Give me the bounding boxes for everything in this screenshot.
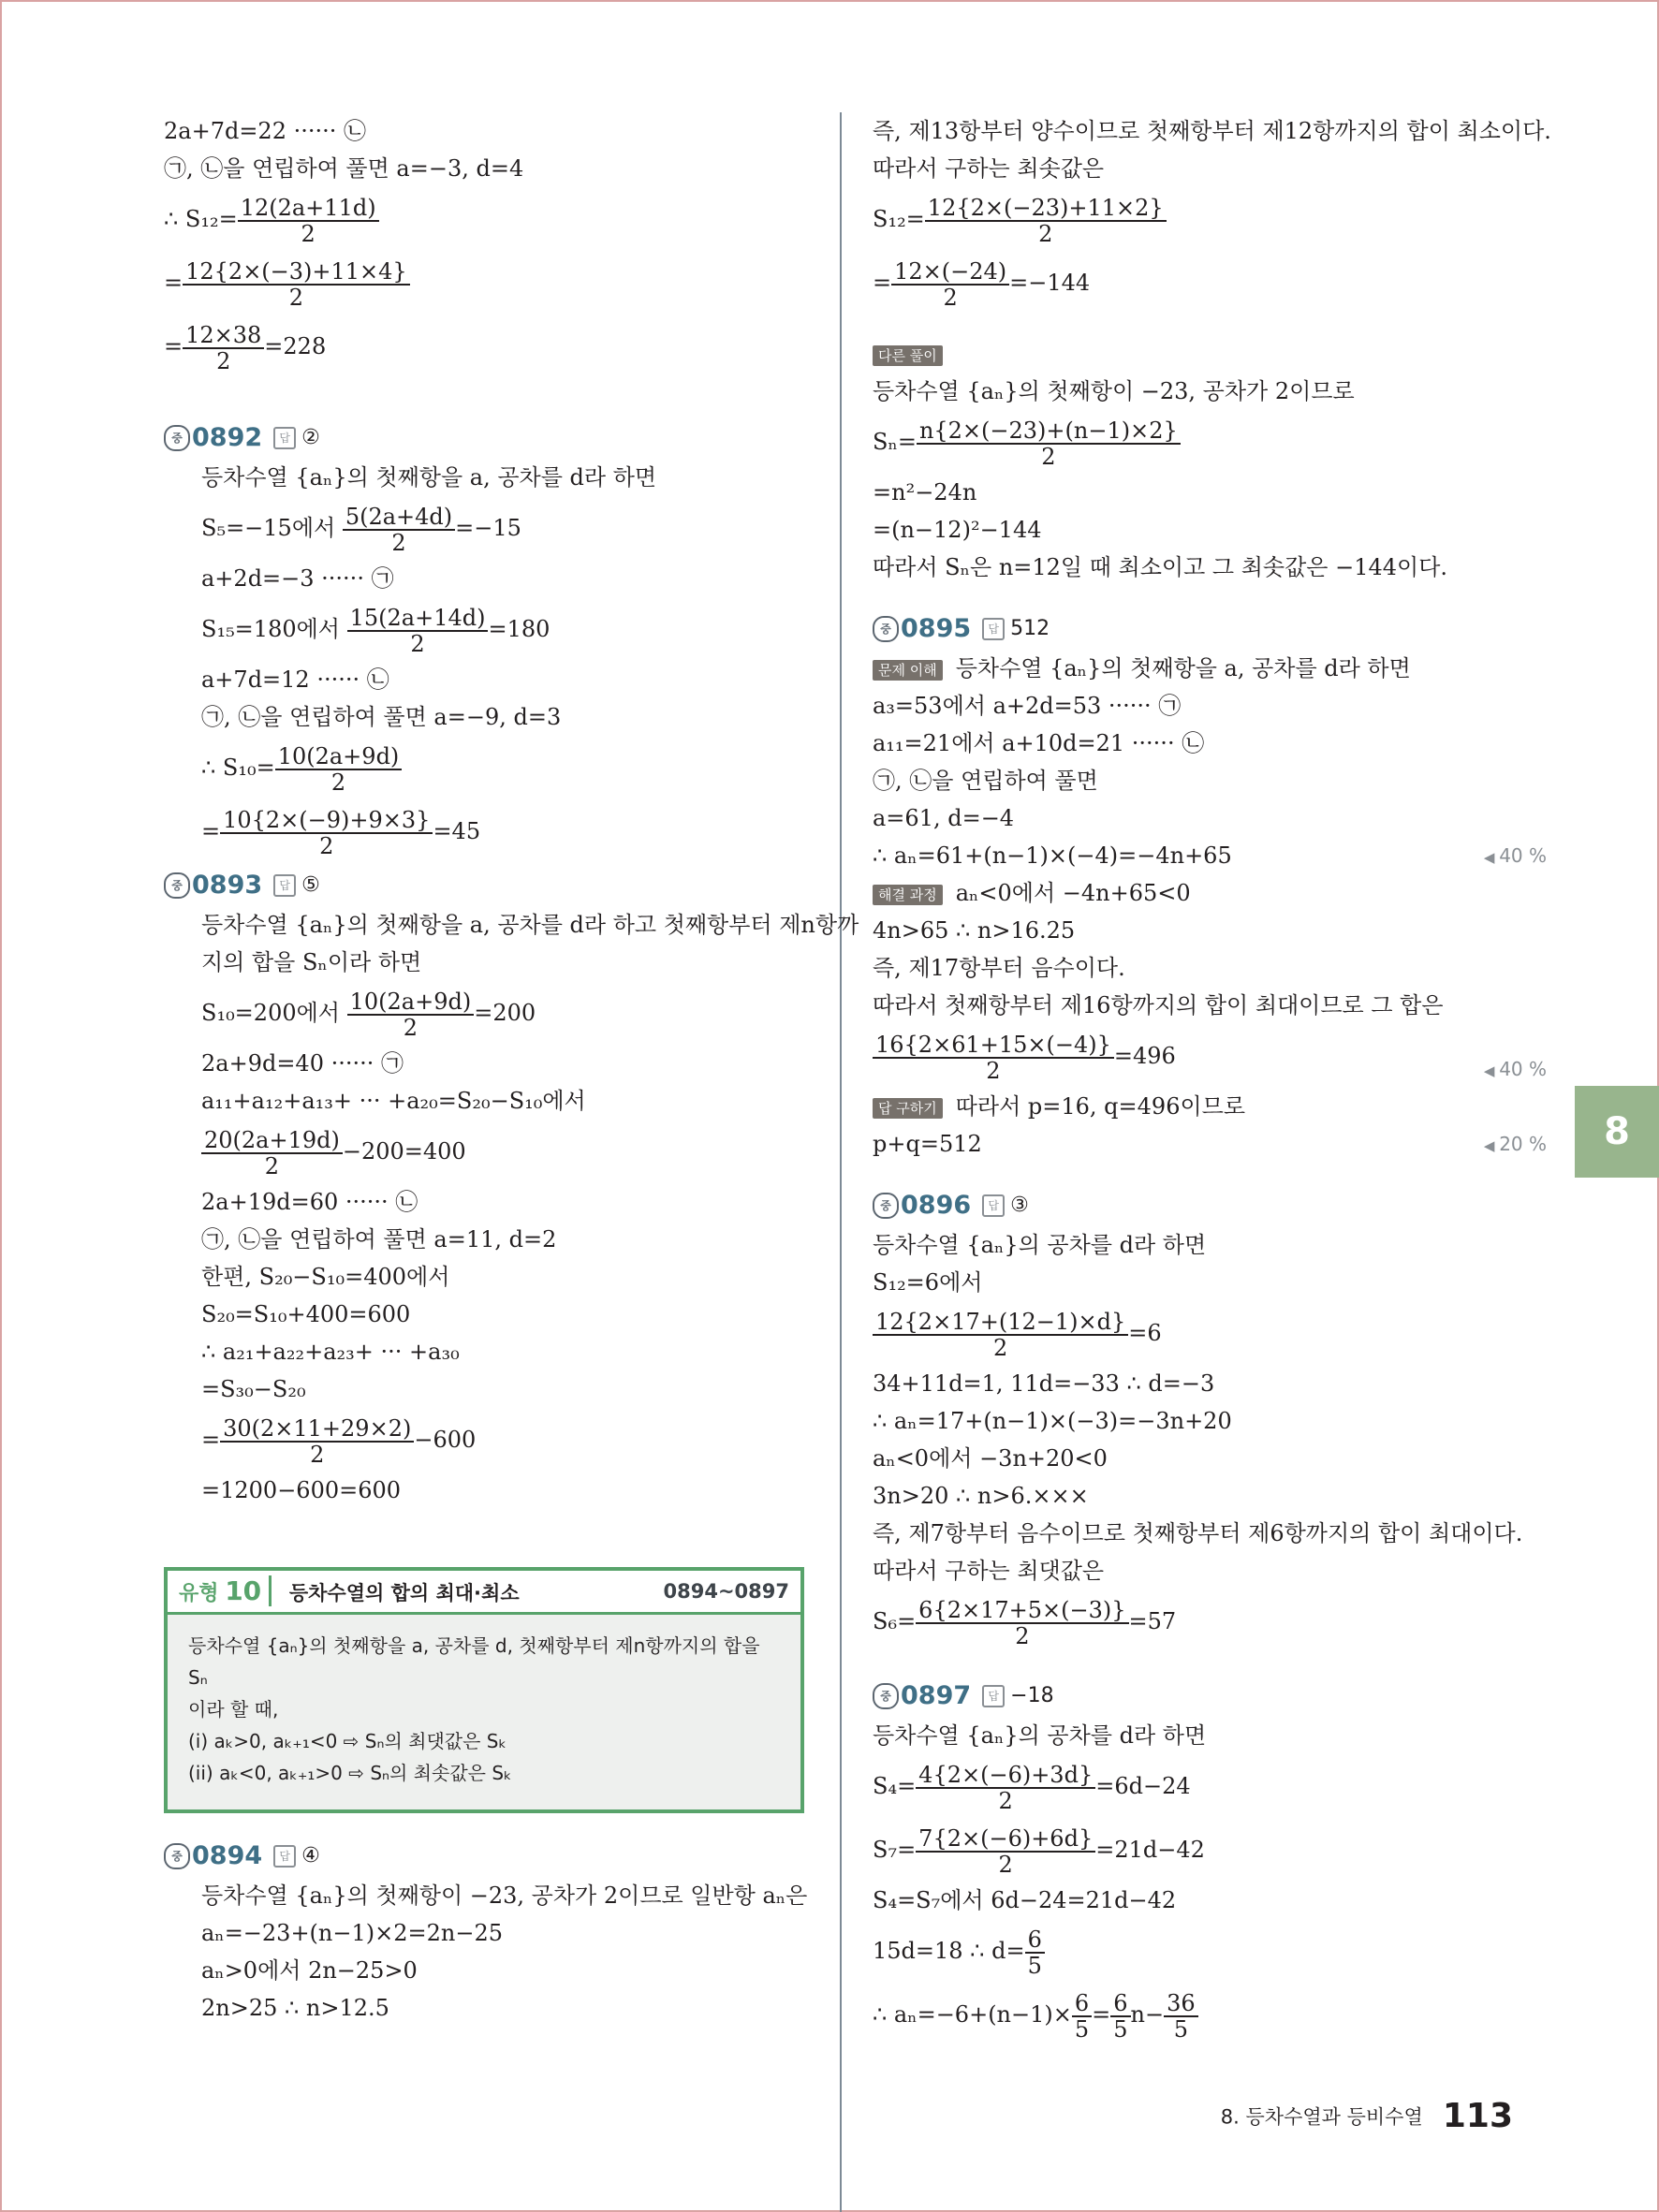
solution-line	[164, 315, 810, 378]
fraction-numerator: 10(2a+9d)	[275, 744, 403, 770]
solution-text: aₙ<0에서 −4n+65<0	[955, 880, 1191, 906]
fraction-numerator: 6{2×17+5×(−3)}	[916, 1598, 1128, 1624]
fraction-denominator: 5	[1113, 2015, 1128, 2043]
solution-line	[873, 874, 1528, 912]
solution-0891-continued	[164, 112, 810, 378]
expression-suffix: n−	[1130, 2001, 1165, 2028]
expression-suffix: =−15	[455, 515, 521, 541]
fraction-numerator: 6	[1072, 1991, 1092, 2017]
expression-suffix: −600	[414, 1427, 477, 1453]
solution-line: a₁₁=21에서 a+10d=21 ······ ㉡	[873, 730, 1205, 756]
solution-line	[873, 1088, 1528, 1125]
solution-line: a₃=53에서 a+2d=53 ······ ㉠	[873, 693, 1182, 719]
fraction-denominator: 5	[1027, 1952, 1042, 1979]
solution-line: 등차수열 {aₙ}의 공차를 d라 하면	[873, 1722, 1207, 1749]
type-box-line: 등차수열 {aₙ}의 첫째항을 a, 공차를 d, 첫째항부터 제n항까지의 합을 Sₙ	[188, 1634, 760, 1689]
fraction-numerator: 10(2a+9d)	[347, 989, 475, 1016]
expression-suffix: =200	[474, 1000, 536, 1026]
solution-line: 2a+9d=40 ······ ㉠	[201, 1050, 404, 1077]
problem-0892-header	[164, 416, 810, 459]
fraction	[347, 606, 489, 656]
solution-line: aₙ>0에서 2n−25>0	[201, 1957, 418, 1984]
expression-suffix: =57	[1128, 1608, 1177, 1634]
fraction	[873, 1033, 1114, 1083]
problem-number: 0897	[901, 1681, 972, 1710]
expression-prefix: S₅=−15에서	[201, 515, 343, 541]
expression-suffix: =180	[488, 616, 551, 642]
alt-solution	[873, 373, 1528, 586]
difficulty-badge: 중	[164, 425, 190, 451]
solution-line	[164, 187, 810, 251]
expression-middle: =	[1092, 2001, 1111, 2028]
difficulty-badge: 중	[873, 1193, 899, 1219]
problem-0893-header	[164, 863, 810, 906]
fraction	[891, 259, 1009, 310]
solution-0894-continued	[873, 112, 1551, 315]
fraction-denominator: 5	[1074, 2015, 1090, 2043]
solution-line	[164, 496, 810, 560]
expression-prefix: Sₙ=	[873, 429, 917, 455]
fraction-denominator: 2	[1041, 443, 1056, 470]
fraction-numerator: 12×38	[183, 323, 264, 349]
fraction	[916, 1763, 1095, 1813]
problem-0895-header	[873, 607, 1528, 650]
fraction-numerator: n{2×(−23)+(n−1)×2}	[917, 418, 1181, 445]
grading-step-tag: 답 구하기	[873, 1098, 943, 1119]
fraction-numerator: 6	[1110, 1991, 1130, 2017]
solution-line	[164, 597, 810, 661]
answer-label: 답	[273, 1845, 296, 1868]
page-number: 113	[1442, 2097, 1513, 2135]
fraction-denominator: 2	[301, 220, 316, 247]
solution-line: S₄=S₇에서 6d−24=21d−42	[873, 1887, 1177, 1913]
solution-line: ∴ a₂₁+a₂₂+a₂₃+ ··· +a₃₀	[201, 1339, 460, 1365]
type-range: 0894~0897	[663, 1580, 789, 1603]
fraction-denominator: 2	[319, 832, 334, 859]
difficulty-badge: 중	[164, 872, 190, 899]
fraction	[238, 196, 379, 246]
type-label: 유형	[179, 1582, 219, 1605]
fraction-denominator: 2	[410, 630, 425, 657]
answer-label: 답	[273, 427, 296, 449]
solution-line: ㉠, ㉡을 연립하여 풀면 a=11, d=2	[201, 1226, 557, 1252]
fraction	[916, 1826, 1095, 1877]
expression-prefix: =	[201, 818, 221, 844]
fraction	[220, 1416, 414, 1467]
fraction-denominator: 2	[391, 529, 406, 556]
fraction	[347, 989, 475, 1040]
fraction-denominator: 2	[998, 1787, 1013, 1814]
fraction-denominator: 2	[264, 1152, 280, 1179]
expression-prefix: 15d=18 ∴ d=	[873, 1938, 1025, 1964]
solution-line: 4n>65 ∴ n>16.25	[873, 917, 1076, 944]
fraction-denominator: 2	[1038, 220, 1053, 247]
answer-value: ④	[301, 1844, 320, 1868]
difficulty-badge: 중	[164, 1843, 190, 1869]
fraction-denominator: 2	[216, 347, 231, 374]
solution-line	[873, 1818, 1528, 1882]
solution-line: =n²−24n	[873, 479, 977, 505]
type-title: 등차수열의 합의 최대·최소	[288, 1582, 520, 1604]
difficulty-badge: 중	[873, 1683, 899, 1709]
solution-line	[164, 251, 810, 315]
problem-0894-header	[164, 1834, 810, 1877]
fraction	[183, 259, 410, 310]
fraction	[1164, 1991, 1198, 2042]
solution-line: 2n>25 ∴ n>12.5	[201, 1995, 389, 2021]
fraction	[916, 1598, 1128, 1648]
solution-0894	[164, 1877, 810, 2027]
solution-line: aₙ<0에서 −3n+20<0	[873, 1445, 1108, 1472]
solution-line: 즉, 제7항부터 음수이므로 첫째항부터 제6항까지의 합이 최대이다.	[873, 1520, 1523, 1546]
column-divider	[840, 112, 842, 2212]
fraction	[917, 418, 1181, 469]
expression-prefix: ∴ S₁₀=	[201, 754, 275, 781]
fraction-denominator: 2	[288, 284, 304, 311]
answer-value: ⑤	[301, 873, 320, 897]
fraction-denominator: 2	[943, 284, 958, 311]
problem-number: 0894	[192, 1841, 263, 1870]
solution-line: 따라서 구하는 최댓값은	[873, 1558, 1105, 1584]
score-percent: ◀ 40 %	[1484, 837, 1547, 876]
left-column	[164, 112, 859, 2027]
problem-number: 0892	[192, 423, 263, 452]
page-footer	[1221, 2097, 1513, 2135]
fraction-denominator: 2	[330, 769, 346, 796]
problem-0897-header	[873, 1674, 1528, 1717]
type-box-line: 이라 할 때,	[188, 1698, 279, 1721]
fraction-numerator: 12{2×17+(12−1)×d}	[873, 1310, 1128, 1336]
solution-line: ㉠, ㉡을 연립하여 풀면 a=−3, d=4	[164, 155, 524, 182]
fraction-denominator: 5	[1173, 2015, 1189, 2043]
fraction-denominator: 2	[1015, 1622, 1030, 1649]
expression-prefix: =	[201, 1427, 221, 1453]
solution-line: 34+11d=1, 11d=−33 ∴ d=−3	[873, 1370, 1215, 1397]
solution-line: 등차수열 {aₙ}의 첫째항을 a, 공차를 d라 하면	[201, 464, 657, 491]
fraction-numerator: 16{2×61+15×(−4)}	[873, 1033, 1114, 1059]
solution-line: ㉠, ㉡을 연립하여 풀면	[873, 768, 1098, 794]
solution-line: S₁₂=6에서	[873, 1269, 983, 1296]
solution-line: a+2d=−3 ······ ㉠	[201, 565, 394, 592]
expression-suffix: =228	[264, 333, 327, 359]
difficulty-badge: 중	[873, 616, 899, 642]
fraction	[1110, 1991, 1130, 2042]
expression-suffix: =6	[1128, 1320, 1162, 1346]
fraction	[220, 808, 433, 858]
expression-prefix: ∴ aₙ=−6+(n−1)×	[873, 2001, 1072, 2028]
solution-0896	[873, 1226, 1528, 1653]
solution-line: a₁₁+a₁₂+a₁₃+ ··· +a₂₀=S₂₀−S₁₀에서	[201, 1088, 586, 1114]
type-box-line: (ii) aₖ<0, aₖ₊₁>0 ⇨ Sₙ의 최솟값은 Sₖ	[188, 1762, 512, 1784]
score-percent: ◀ 40 %	[1484, 1037, 1547, 1103]
answer-value: −18	[1010, 1684, 1054, 1707]
solution-line: a=61, d=−4	[873, 805, 1015, 831]
expression-prefix: =	[164, 333, 184, 359]
answer-value: 512	[1010, 617, 1050, 640]
fraction-denominator: 2	[310, 1441, 325, 1468]
fraction-denominator: 2	[992, 1334, 1008, 1361]
expression-suffix: −200=400	[342, 1138, 466, 1165]
solution-line	[873, 1024, 1547, 1088]
fraction	[201, 1128, 343, 1179]
fraction	[1072, 1991, 1092, 2042]
fraction-numerator: 12×(−24)	[891, 259, 1009, 286]
solution-line	[164, 799, 810, 863]
type-box-body	[168, 1615, 800, 1809]
solution-line: ∴ aₙ=61+(n−1)×(−4)=−4n+65 ◀ 40 %	[873, 837, 1528, 874]
solution-line: a+7d=12 ······ ㉡	[201, 667, 389, 693]
grading-step-tag: 해결 과정	[873, 885, 943, 905]
solution-line: p+q=512 ◀ 20 %	[873, 1125, 1528, 1163]
expression-prefix: S₁₂=	[873, 206, 925, 232]
solution-line: 즉, 제17항부터 음수이다.	[873, 955, 1125, 981]
solution-line	[873, 187, 1528, 251]
answer-label: 답	[982, 618, 1005, 640]
solution-line	[164, 736, 810, 799]
type-number: 10	[225, 1575, 272, 1606]
solution-line: =(n−12)²−144	[873, 517, 1042, 543]
type-box-line: (i) aₖ>0, aₖ₊₁<0 ⇨ Sₙ의 최댓값은 Sₖ	[188, 1730, 507, 1752]
answer-label: 답	[273, 874, 296, 897]
solution-line	[164, 1408, 810, 1472]
right-column	[873, 112, 1551, 2046]
alt-solution-tag: 다른 풀이	[873, 345, 943, 366]
fraction	[925, 196, 1167, 246]
problem-number: 0896	[901, 1191, 972, 1220]
fraction-numerator: 5(2a+4d)	[343, 505, 455, 531]
problem-number: 0893	[192, 871, 263, 900]
solution-line: ∴ aₙ=17+(n−1)×(−3)=−3n+20	[873, 1408, 1232, 1434]
solution-line	[873, 251, 1528, 315]
solution-line: 등차수열 {aₙ}의 첫째항이 −23, 공차가 2이므로 일반항 aₙ은	[201, 1882, 808, 1909]
solution-line: =1200−600=600	[201, 1477, 402, 1503]
fraction-denominator: 2	[998, 1851, 1013, 1878]
answer-value: ②	[301, 426, 320, 449]
expression-suffix: =496	[1113, 1043, 1176, 1069]
expression-prefix: ∴ S₁₂=	[164, 206, 238, 232]
grading-step-tag: 문제 이해	[873, 660, 943, 681]
fraction	[275, 744, 403, 795]
solution-line: =S₃₀−S₂₀	[201, 1376, 306, 1402]
solution-line: 지의 합을 Sₙ이라 하면	[201, 949, 422, 975]
solution-line: 등차수열 {aₙ}의 공차를 d라 하면	[873, 1232, 1207, 1258]
fraction-numerator: 12(2a+11d)	[238, 196, 379, 222]
solution-line: 3n>20 ∴ n>6.×××	[873, 1483, 1089, 1509]
problem-number: 0895	[901, 614, 972, 643]
solution-0897	[873, 1717, 1528, 2046]
solution-line	[164, 981, 810, 1045]
fraction	[1025, 1927, 1045, 1978]
type-summary-box	[164, 1567, 804, 1813]
fraction-numerator: 12{2×(−23)+11×2}	[925, 196, 1167, 222]
expression-prefix: S₆=	[873, 1608, 917, 1634]
expression-prefix: S₇=	[873, 1837, 917, 1863]
solution-0892	[164, 459, 810, 863]
solution-line	[873, 1589, 1528, 1653]
solution-line	[873, 410, 1528, 474]
solution-line: 등차수열 {aₙ}의 첫째항을 a, 공차를 d라 하고 첫째항부터 제n항까	[201, 912, 859, 938]
expression-suffix: =21d−42	[1095, 1837, 1205, 1863]
score-percent: ◀ 20 %	[1484, 1125, 1547, 1165]
fraction-denominator: 2	[986, 1057, 1001, 1084]
fraction	[343, 505, 455, 555]
solution-line: 2a+19d=60 ······ ㉡	[201, 1189, 418, 1215]
expression-prefix: S₄=	[873, 1773, 917, 1799]
solution-line: 따라서 Sₙ은 n=12일 때 최소이고 그 최솟값은 −144이다.	[873, 554, 1448, 580]
solution-text: 등차수열 {aₙ}의 첫째항을 a, 공차를 d라 하면	[955, 655, 1411, 681]
expression-suffix: =45	[433, 818, 481, 844]
fraction-numerator: 6	[1025, 1927, 1045, 1954]
solution-line: 등차수열 {aₙ}의 첫째항이 −23, 공차가 2이므로	[873, 378, 1355, 404]
expression-prefix: =	[873, 270, 892, 296]
solution-line	[873, 1983, 1528, 2046]
solution-line: 한편, S₂₀−S₁₀=400에서	[201, 1264, 450, 1290]
chapter-tab[interactable]: 8	[1575, 1086, 1659, 1178]
solution-line: 따라서 구하는 최솟값은	[873, 155, 1105, 182]
fraction-numerator: 15(2a+14d)	[347, 606, 489, 632]
fraction-numerator: 30(2×11+29×2)	[220, 1416, 414, 1443]
solution-line	[873, 650, 1528, 687]
solution-line: 따라서 첫째항부터 제16항까지의 합이 최대이므로 그 합은	[873, 992, 1444, 1018]
solution-line: aₙ=−23+(n−1)×2=2n−25	[201, 1920, 503, 1946]
footer-chapter-title: 8. 등차수열과 등비수열	[1220, 2105, 1423, 2129]
fraction	[183, 323, 264, 374]
solution-line: 2a+7d=22 ······ ㉡	[164, 118, 366, 144]
solution-line	[164, 1120, 810, 1183]
solution-line: 즉, 제13항부터 양수이므로 첫째항부터 제12항까지의 합이 최소이다.	[873, 118, 1551, 144]
fraction-denominator: 2	[403, 1014, 418, 1041]
problem-0896-header	[873, 1183, 1528, 1226]
alt-solution-tag-line	[873, 335, 1528, 373]
expression-suffix: =6d−24	[1095, 1773, 1191, 1799]
fraction-numerator: 36	[1164, 1991, 1198, 2017]
solution-line	[873, 1919, 1528, 1983]
type-box-header	[168, 1571, 800, 1615]
fraction-numerator: 20(2a+19d)	[201, 1128, 343, 1154]
solution-line: ㉠, ㉡을 연립하여 풀면 a=−9, d=3	[201, 704, 562, 730]
fraction-numerator: 7{2×(−6)+6d}	[916, 1826, 1095, 1853]
fraction-numerator: 12{2×(−3)+11×4}	[183, 259, 410, 286]
answer-value: ③	[1010, 1194, 1029, 1217]
expression-prefix: S₁₅=180에서	[201, 616, 347, 642]
fraction-numerator: 4{2×(−6)+3d}	[916, 1763, 1095, 1789]
solution-line: S₂₀=S₁₀+400=600	[201, 1301, 411, 1327]
fraction	[873, 1310, 1128, 1360]
expression-prefix: =	[164, 270, 184, 296]
solution-0893	[164, 906, 859, 1509]
answer-label: 답	[982, 1194, 1005, 1217]
solution-0895	[873, 650, 1547, 1163]
answer-label: 답	[982, 1685, 1005, 1707]
solution-line	[873, 1754, 1528, 1818]
solution-text: 따라서 p=16, q=496이므로	[955, 1093, 1246, 1120]
solution-line	[873, 1301, 1528, 1365]
expression-prefix: S₁₀=200에서	[201, 1000, 347, 1026]
fraction-numerator: 10{2×(−9)+9×3}	[220, 808, 433, 834]
expression-suffix: =−144	[1009, 270, 1091, 296]
